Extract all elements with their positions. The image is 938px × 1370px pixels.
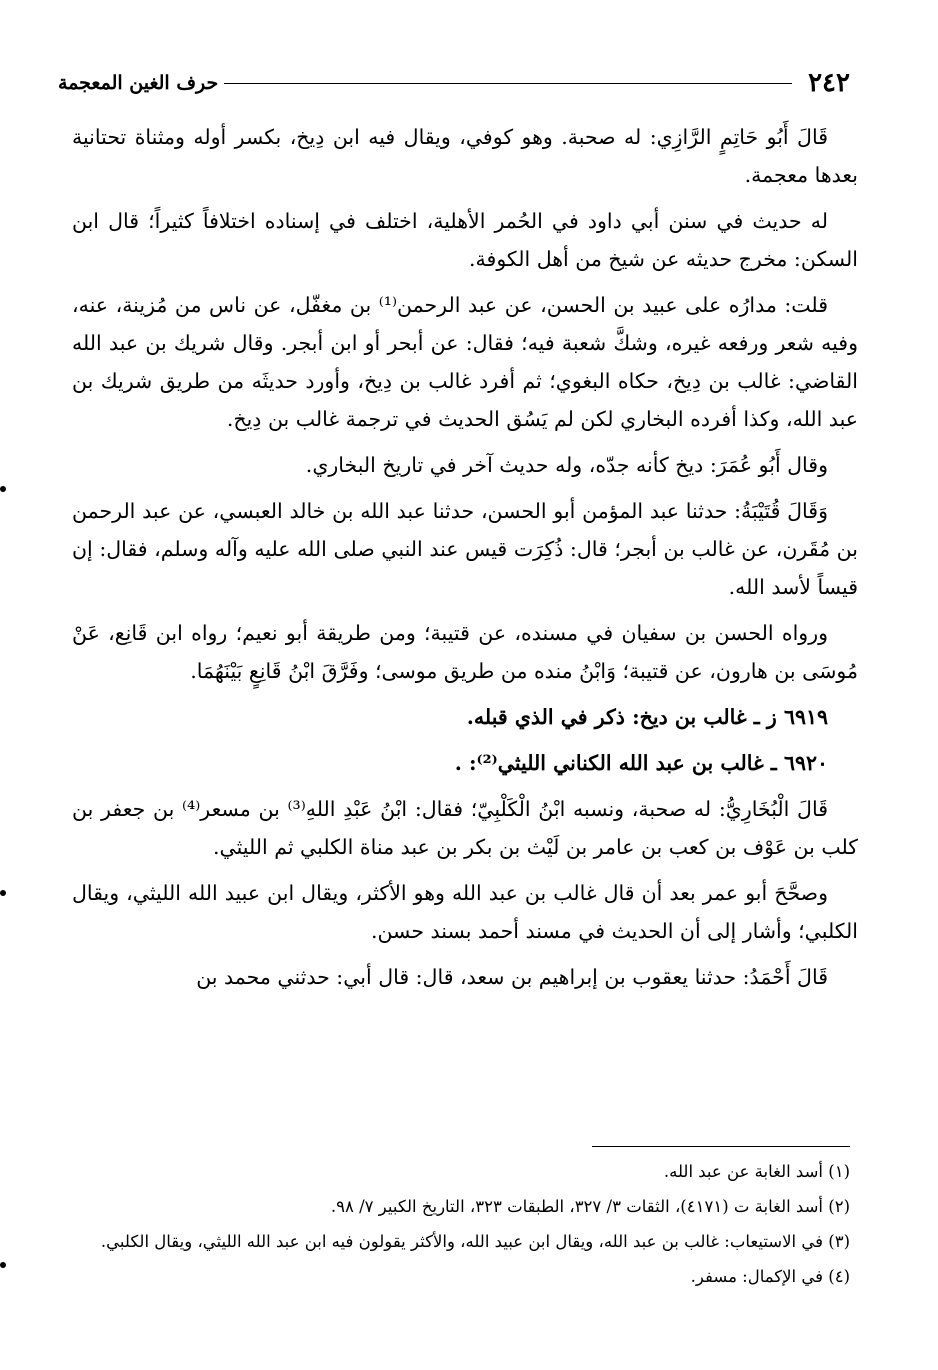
footnote: (٢) أسد الغابة ت (٤١٧١)، الثقات ٣/ ٣٢٧، الطبقات ٣٢٣، التاريخ الكبير ٧/ ٩٨.	[330, 1197, 850, 1216]
page-header	[58, 66, 850, 100]
paragraph: له حديث في سنن أبي داود في الحُمر الأهلية، اختلف في إسناده اختلافاً كثيراً؛ قال ابن السكن: مخرج حديثه عن شيخ من أهل الكوفة.	[72, 209, 858, 271]
entry-heading: ٦٩٢٠ ـ غالب بن عبد الله الكناني الليثي⁽²⁾: .	[454, 751, 828, 775]
paragraph: قلت: مدارُه على عبيد بن الحسن، عن عبد الرحمن⁽¹⁾ بن مغفّل، عن ناس من مُزينة، عنه، وفيه شعر ورفعه غيره، وشكَّ شعبة فيه؛ فقال: عن أبحر أو ابن أبجر. وقال شريك بن عبد الله القاضي: غالب بن دِيخ، حكاه البغوي؛ ثم أفرد غالب بن دِيخ، وأورد حديثَه من طريق شريك بن عبد الله، وكذا أفرده البخاري لكن لم يَسُق الحديث في ترجمة غالب بن دِيخ.	[72, 293, 858, 431]
paragraph: وصحَّحَ أبو عمر بعد أن قال غالب بن عبد الله وهو الأكثر، ويقال ابن عبيد الله الليثي، ويقال الكلبي؛ وأشار إلى أن الحديث في مسند أحمد بسند حسن.	[72, 881, 858, 943]
footnotes	[72, 1156, 850, 1296]
scan-edge-mark	[0, 1262, 6, 1268]
footnote-rule	[592, 1146, 850, 1147]
paragraph: قَالَ الْبُخَارِيُّ: له صحبة، ونسبه ابْنُ الْكَلْبِيّ؛ فقال: ابْنُ عَبْدِ اللهِ⁽³⁾ بن مسعر⁽⁴⁾ بن جعفر بن كلب بن عَوْف بن كعب بن عامر بن لَيْث بن بكر بن عبد مناة الكلبي ثم الليثي.	[72, 797, 858, 859]
running-head: حرف الغين المعجمة	[58, 72, 219, 94]
scan-edge-mark	[0, 890, 6, 896]
paragraph: قَالَ أَبُو حَاتِمٍ الرَّازِي: له صحبة. وهو كوفي، ويقال فيه ابن دِيخ، بكسر أوله ومثناة تحتانية بعدها معجمة.	[72, 125, 858, 187]
footnote: (٣) في الاستيعاب: غالب بن عبد الله، ويقال ابن عبيد الله، والأكثر يقولون فيه ابن عبد الله الليثي، ويقال الكلبي.	[100, 1232, 850, 1251]
paragraph: قَالَ أَحْمَدُ: حدثنا يعقوب بن إبراهيم بن سعد، قال: قال أبي: حدثني محمد بن	[196, 965, 828, 989]
page-number: ٢٤٢	[808, 68, 850, 98]
entry-heading: ٦٩١٩ ز ـ غالب بن ديخ: ذكر في الذي قبله.	[466, 705, 828, 729]
paragraph: ورواه الحسن بن سفيان في مسنده، عن قتيبة؛ ومن طريقة أبو نعيم؛ رواه ابن قَانِع، عَنْ مُوسَى بن هارون، عن قتيبة؛ وَابْنُ منده من طريق موسى؛ وفَرَّقَ ابْنُ قَانِعٍ بَيْنَهُمَا.	[72, 621, 858, 683]
footnote: (٤) في الإكمال: مسفر.	[690, 1267, 850, 1286]
main-text	[72, 118, 858, 1004]
scan-edge-mark	[0, 486, 6, 492]
paragraph: وقال أَبُو عُمَرَ: ديخ كأنه جدّه، وله حديث آخر في تاريخ البخاري.	[305, 453, 828, 477]
footnote: (١) أسد الغابة عن عبد الله.	[663, 1162, 850, 1181]
header-rule	[224, 83, 792, 84]
paragraph: وَقَالَ قُتَيْبَةُ: حدثنا عبد المؤمن أبو الحسن، حدثنا عبد الله بن خالد العبسي، عن عبد الرحمن بن مُقَرن، عن غالب بن أبجر؛ قال: ذُكِرَت قيس عند النبي صلى الله عليه وآله وسلم، فقال: إن قيساً لأسد الله.	[72, 499, 858, 599]
